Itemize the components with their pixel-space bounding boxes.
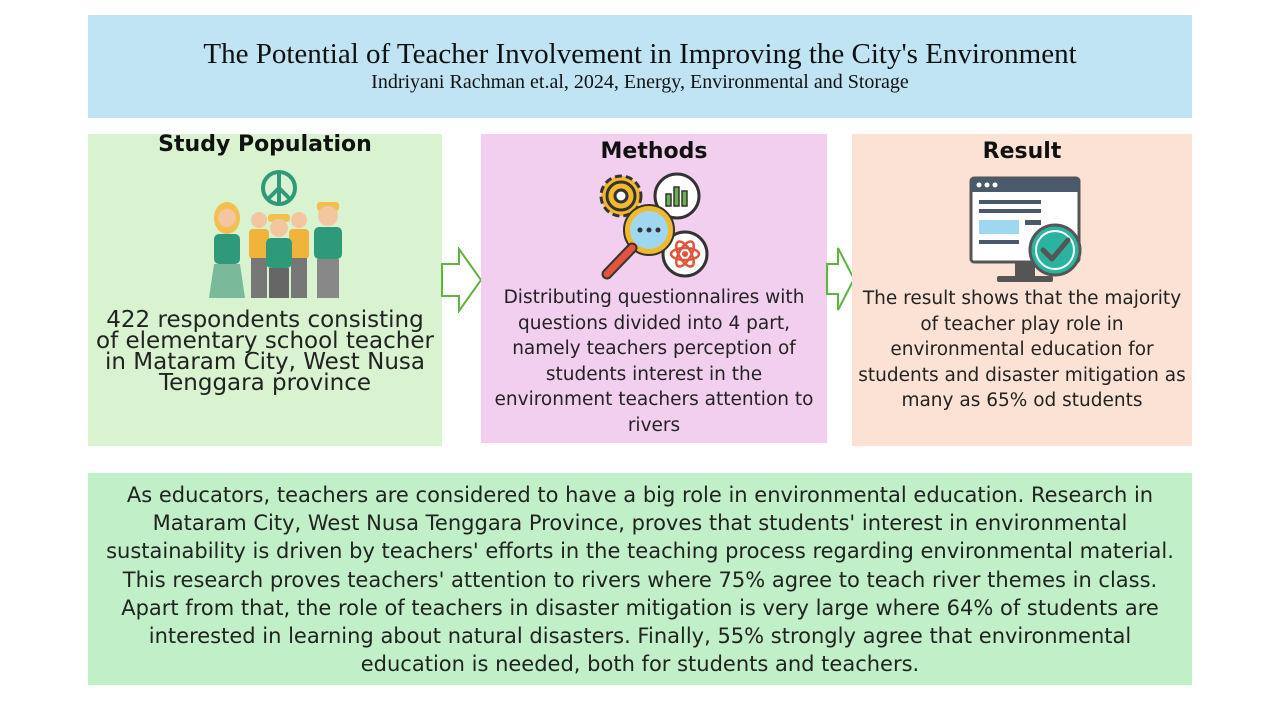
summary-text: As educators, teachers are considered to have a big role in environmental education. Research in Mataram City, West Nusa Tenggara Province, proves that students' interest in environmental sustainability is driven by teachers' efforts in the teaching process regarding environmental material. This research proves teachers' attention to rivers where 75% agree to teach river themes in class. Apart from that, the role of teachers in disaster mitigation is very large where 64% of students are interested in learning about natural disasters. Finally, 55% strongly agree that environmental education is needed, both for students and teachers. xyxy=(106,483,1174,677)
result-heading: Result xyxy=(982,139,1062,164)
arrow-right-icon xyxy=(441,247,483,313)
result-panel xyxy=(852,134,1192,446)
methods-heading: Methods xyxy=(600,139,708,164)
methods-panel xyxy=(481,134,827,443)
methods-text: Distributing questionnalires with questions divided into 4 part, namely teachers perception of students interest in the environment teachers attention to rivers xyxy=(494,287,814,436)
study-population-text: 422 respondents consisting of elementary school teacher in Mataram City, West Nusa Tenggara province xyxy=(96,307,434,396)
citation: Indriyani Rachman et.al, 2024, Energy, Environmental and Storage xyxy=(371,71,909,93)
study-population-panel xyxy=(88,134,442,446)
monitor-checkmark-icon xyxy=(967,176,1083,288)
people-peace-icon xyxy=(209,168,349,298)
study-population-heading: Study Population xyxy=(158,132,372,157)
research-magnifier-icon xyxy=(597,172,717,284)
summary-panel xyxy=(88,473,1192,685)
title-banner xyxy=(88,15,1192,118)
page-title: The Potential of Teacher Involvement in Improving the City's Environment xyxy=(203,38,1077,70)
result-text: The result shows that the majority of teacher play role in environmental education for students and disaster mitigation as many as 65% od students xyxy=(858,288,1186,412)
